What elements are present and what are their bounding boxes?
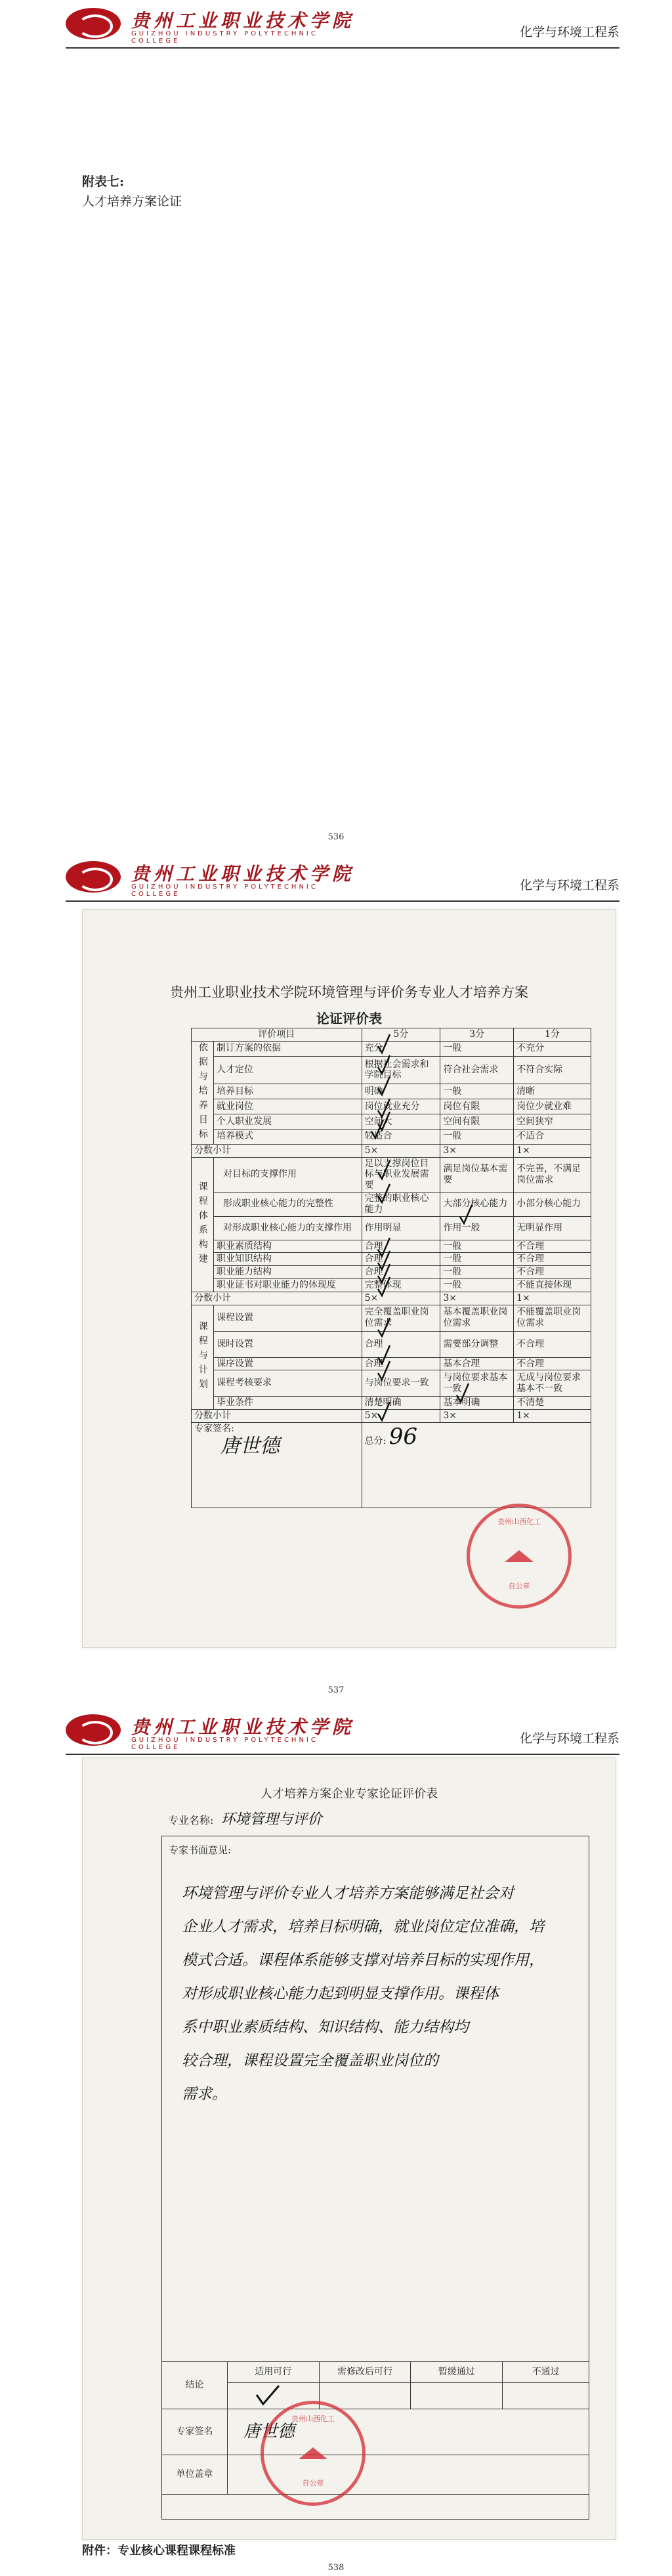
official-seal bbox=[467, 1504, 572, 1609]
score1-cell: 不充分 bbox=[514, 1041, 591, 1056]
score5-cell: 与岗位要求一致 bbox=[362, 1370, 440, 1397]
score1-cell: 空间狭窄 bbox=[514, 1114, 591, 1129]
subtotal-cell: 5× bbox=[362, 1410, 440, 1423]
score3-cell: 基本覆盖职业岗位需求 bbox=[440, 1305, 514, 1331]
score3-cell: 一般 bbox=[440, 1041, 514, 1056]
page-number: 536 bbox=[327, 832, 345, 842]
score5-cell: 根据社会需求和学院目标 bbox=[362, 1056, 440, 1084]
score5-cell: 足以支撑岗位目标与职业发展需要 bbox=[362, 1157, 440, 1192]
item-cell: 对目标的支撑作用 bbox=[213, 1157, 362, 1192]
score1-cell: 不合理 bbox=[514, 1266, 591, 1279]
expert-sign-label: 专家签名: bbox=[194, 1423, 234, 1434]
score1-cell: 不合理 bbox=[514, 1253, 591, 1266]
subtotal-label: 分数小计 bbox=[192, 1144, 362, 1157]
score1-cell: 不合理 bbox=[514, 1331, 591, 1357]
unit-seal-row bbox=[162, 2455, 589, 2495]
major-row bbox=[168, 1808, 322, 1828]
opinion-line: 系中职业素质结构、知识结构、能力结构均 bbox=[182, 2019, 469, 2036]
subtotal-cell: 1× bbox=[514, 1410, 591, 1423]
score3-cell: 与岗位要求基本一致 bbox=[440, 1370, 514, 1397]
check-mark-icon bbox=[378, 1345, 390, 1364]
page-header bbox=[66, 1706, 620, 1755]
score1-cell: 无明显作用 bbox=[514, 1216, 591, 1240]
expert-signature: 唐世德 bbox=[243, 2421, 295, 2441]
score1-cell: 不合理 bbox=[514, 1357, 591, 1370]
item-cell: 培养目标 bbox=[213, 1084, 362, 1099]
check-mark-icon bbox=[378, 1055, 390, 1074]
item-cell: 职业知识结构 bbox=[213, 1253, 362, 1266]
school-name-en: GUIZHOU INDUSTRY POLYTECHNIC COLLEGE bbox=[131, 1737, 318, 1751]
page-536 bbox=[0, 0, 672, 853]
check-mark-icon bbox=[254, 2384, 280, 2407]
school-name-cn: 贵州工业职业技术学院 bbox=[131, 1716, 355, 1738]
item-cell: 职业素质结构 bbox=[213, 1240, 362, 1253]
opinion-line: 企业人才需求，培养目标明确，就业岗位定位准确，培 bbox=[182, 1918, 544, 1935]
score5-cell: 完全覆盖职业岗位需求 bbox=[362, 1305, 440, 1331]
scanned-expert-form bbox=[82, 1758, 616, 2540]
check-mark-icon bbox=[378, 1076, 390, 1095]
page-number: 537 bbox=[327, 1685, 345, 1695]
department-name: 化学与环境工程系 bbox=[519, 878, 620, 893]
check-mark-icon bbox=[378, 1160, 390, 1179]
school-emblem-icon bbox=[66, 1714, 121, 1746]
item-cell: 课程设置 bbox=[213, 1305, 362, 1331]
item-cell: 职业能力结构 bbox=[213, 1266, 362, 1279]
score1-cell: 不清楚 bbox=[514, 1397, 591, 1410]
item-cell: 人才定位 bbox=[213, 1056, 362, 1084]
score3-cell: 基本合理 bbox=[440, 1357, 514, 1370]
seal-star-icon bbox=[299, 2447, 327, 2459]
page-header bbox=[66, 0, 620, 49]
check-mark-icon bbox=[457, 1383, 469, 1402]
subtotal-label: 分数小计 bbox=[192, 1292, 362, 1305]
item-cell: 个人职业发展 bbox=[213, 1114, 362, 1129]
subtotal-cell: 1× bbox=[514, 1292, 591, 1305]
conclusion-option: 不通过 bbox=[503, 2362, 589, 2383]
score5-cell: 岗位就业充分 bbox=[362, 1099, 440, 1114]
score3-cell: 一般 bbox=[440, 1278, 514, 1292]
header-cell: 5分 bbox=[362, 1028, 440, 1042]
item-cell: 制订方案的依据 bbox=[213, 1041, 362, 1056]
score3-cell: 一般 bbox=[440, 1266, 514, 1279]
item-cell: 就业岗位 bbox=[213, 1099, 362, 1114]
form-title: 人才培养方案企业专家论证评价表 bbox=[261, 1787, 438, 1801]
expert-sign-label: 专家签名 bbox=[162, 2409, 228, 2455]
item-cell: 形成职业核心能力的完整性 bbox=[213, 1192, 362, 1216]
opinion-line: 模式合适。课程体系能够支撑对培养目标的实现作用， bbox=[182, 1952, 544, 1969]
check-mark-icon bbox=[378, 1361, 390, 1380]
score3-cell: 满足岗位基本需要 bbox=[440, 1157, 514, 1192]
score1-cell: 不能覆盖职业岗位需求 bbox=[514, 1305, 591, 1331]
score5-cell: 合理 bbox=[362, 1266, 440, 1279]
subtotal-cell: 5× bbox=[362, 1144, 440, 1157]
subtotal-cell: 3× bbox=[440, 1410, 514, 1423]
score3-cell: 符合社会需求 bbox=[440, 1056, 514, 1084]
score5-cell: 明确 bbox=[362, 1084, 440, 1099]
score3-cell: 大部分核心能力 bbox=[440, 1192, 514, 1216]
item-cell: 职业证书对职业能力的体现度 bbox=[213, 1278, 362, 1292]
check-mark-icon bbox=[378, 1318, 390, 1336]
score1-cell: 岗位少就业难 bbox=[514, 1099, 591, 1114]
item-cell: 培养模式 bbox=[213, 1129, 362, 1144]
score1-cell: 无成与岗位要求基本不一致 bbox=[514, 1370, 591, 1397]
score5-cell: 合理 bbox=[362, 1357, 440, 1370]
school-logo bbox=[66, 5, 354, 45]
page-538 bbox=[0, 1706, 672, 2576]
score3-cell: 一般 bbox=[440, 1253, 514, 1266]
seal-text: 贵州山西化工 bbox=[291, 2415, 335, 2423]
conclusion-header-row bbox=[162, 2362, 589, 2383]
expert-signature: 唐世德 bbox=[220, 1434, 280, 1458]
opinion-line: 较合理，课程设置完全覆盖职业岗位的 bbox=[182, 2052, 438, 2069]
major-label: 专业名称: bbox=[168, 1814, 214, 1826]
check-mark-icon bbox=[378, 1034, 390, 1053]
group-label: 课程体系构建 bbox=[192, 1157, 214, 1292]
check-mark-icon bbox=[460, 1205, 472, 1223]
score1-cell: 不能直接体现 bbox=[514, 1278, 591, 1292]
score5-cell: 合理 bbox=[362, 1331, 440, 1357]
subtotal-label: 分数小计 bbox=[192, 1410, 362, 1423]
score3-cell: 作用一般 bbox=[440, 1216, 514, 1240]
score3-cell: 需要部分调整 bbox=[440, 1331, 514, 1357]
expert-sign-row bbox=[162, 2409, 589, 2455]
group-label: 课程与计划 bbox=[192, 1305, 214, 1410]
header-cell: 3分 bbox=[440, 1028, 514, 1042]
score5-cell: 作用明显 bbox=[362, 1216, 440, 1240]
score1-cell: 不合理 bbox=[514, 1240, 591, 1253]
score3-cell: 岗位有限 bbox=[440, 1099, 514, 1114]
page-header bbox=[66, 853, 620, 902]
score5-cell: 完整体现 bbox=[362, 1278, 440, 1292]
official-seal bbox=[261, 2401, 366, 2506]
conclusion-label: 结论 bbox=[162, 2362, 228, 2409]
school-name-cn: 贵州工业职业技术学院 bbox=[131, 863, 355, 885]
score1-cell: 清晰 bbox=[514, 1084, 591, 1099]
score3-cell: 基本明确 bbox=[440, 1397, 514, 1410]
seal-bottom-text: 自公章 bbox=[508, 1582, 530, 1590]
item-cell: 课程考核要求 bbox=[213, 1370, 362, 1397]
subtotal-cell: 5× bbox=[362, 1292, 440, 1305]
attachment-label: 附件：专业核心课程课程标准 bbox=[82, 2544, 236, 2558]
page-number: 538 bbox=[327, 2563, 345, 2573]
scanned-evaluation-form bbox=[82, 909, 616, 1648]
check-mark-icon bbox=[378, 1402, 390, 1420]
score3-cell: 空间有限 bbox=[440, 1114, 514, 1129]
item-cell: 毕业条件 bbox=[213, 1397, 362, 1410]
total-score-value: 96 bbox=[388, 1423, 417, 1450]
choice-cell bbox=[503, 2383, 589, 2409]
unit-seal-label: 单位盖章 bbox=[162, 2455, 228, 2495]
score5-cell: 空间大 bbox=[362, 1114, 440, 1129]
score1-cell: 不完善，不满足岗位需求 bbox=[514, 1157, 591, 1192]
score1-cell: 不符合实际 bbox=[514, 1056, 591, 1084]
total-score-label: 总分: bbox=[364, 1435, 387, 1446]
header-cell: 评价项目 bbox=[192, 1028, 362, 1042]
conclusion-option: 暂缓通过 bbox=[411, 2362, 503, 2383]
score3-cell: 一般 bbox=[440, 1240, 514, 1253]
school-logo bbox=[66, 858, 354, 898]
school-logo bbox=[66, 1712, 354, 1751]
opinion-line: 环境管理与评价专业人才培养方案能够满足社会对 bbox=[182, 1885, 514, 1902]
subtotal-cell: 1× bbox=[514, 1144, 591, 1157]
choice-cell bbox=[411, 2383, 503, 2409]
appendix-subtitle: 人才培养方案论证 bbox=[82, 194, 182, 209]
score5-cell: 合理 bbox=[362, 1240, 440, 1253]
table-title: 论证评价表 bbox=[316, 1011, 382, 1026]
school-emblem-icon bbox=[66, 8, 121, 39]
opinion-label: 专家书面意见: bbox=[169, 1844, 232, 1856]
school-name-cn: 贵州工业职业技术学院 bbox=[131, 10, 355, 32]
department-name: 化学与环境工程系 bbox=[519, 1731, 620, 1746]
score3-cell: 一般 bbox=[440, 1129, 514, 1144]
score5-cell: 较适合 bbox=[362, 1129, 440, 1144]
seal-text: 贵州山西化工 bbox=[497, 1517, 541, 1526]
school-emblem-icon bbox=[66, 861, 121, 893]
opinion-line: 需求。 bbox=[182, 2086, 227, 2103]
appendix-label: 附表七: bbox=[82, 175, 125, 189]
school-name-en: GUIZHOU INDUSTRY POLYTECHNIC COLLEGE bbox=[131, 883, 318, 898]
score5-cell: 完整的职业核心能力 bbox=[362, 1192, 440, 1216]
score5-cell: 充分 bbox=[362, 1041, 440, 1056]
score1-cell: 不适合 bbox=[514, 1129, 591, 1144]
document-title: 贵州工业职业技术学院环境管理与评价务专业人才培养方案 bbox=[170, 984, 528, 1000]
seal-bottom-text: 自公章 bbox=[302, 2479, 324, 2487]
conclusion-option: 适用可行 bbox=[227, 2362, 319, 2383]
score1-cell: 小部分核心能力 bbox=[514, 1192, 591, 1216]
score5-cell: 清楚明确 bbox=[362, 1397, 440, 1410]
seal-star-icon bbox=[505, 1550, 534, 1562]
conclusion-option: 需修改后可行 bbox=[319, 2362, 411, 2383]
item-cell: 课序设置 bbox=[213, 1357, 362, 1370]
school-name-en: GUIZHOU INDUSTRY POLYTECHNIC COLLEGE bbox=[131, 30, 318, 45]
opinion-text bbox=[182, 1877, 582, 2111]
score5-cell: 合理 bbox=[362, 1253, 440, 1266]
group-label: 依据与培养目标 bbox=[192, 1041, 214, 1144]
form-box bbox=[161, 1836, 589, 2520]
major-value: 环境管理与评价 bbox=[220, 1811, 322, 1828]
opinion-line: 对形成职业核心能力起到明显支撑作用。课程体 bbox=[182, 1985, 499, 2002]
department-name: 化学与环境工程系 bbox=[519, 25, 620, 39]
check-mark-icon bbox=[378, 1184, 390, 1202]
conclusion-table bbox=[161, 2361, 589, 2495]
subtotal-cell: 3× bbox=[440, 1144, 514, 1157]
item-cell: 课时设置 bbox=[213, 1331, 362, 1357]
score3-cell: 一般 bbox=[440, 1084, 514, 1099]
item-cell: 对形成职业核心能力的支撑作用 bbox=[213, 1216, 362, 1240]
subtotal-cell: 3× bbox=[440, 1292, 514, 1305]
header-cell: 1分 bbox=[514, 1028, 591, 1042]
page-537 bbox=[0, 853, 672, 1706]
